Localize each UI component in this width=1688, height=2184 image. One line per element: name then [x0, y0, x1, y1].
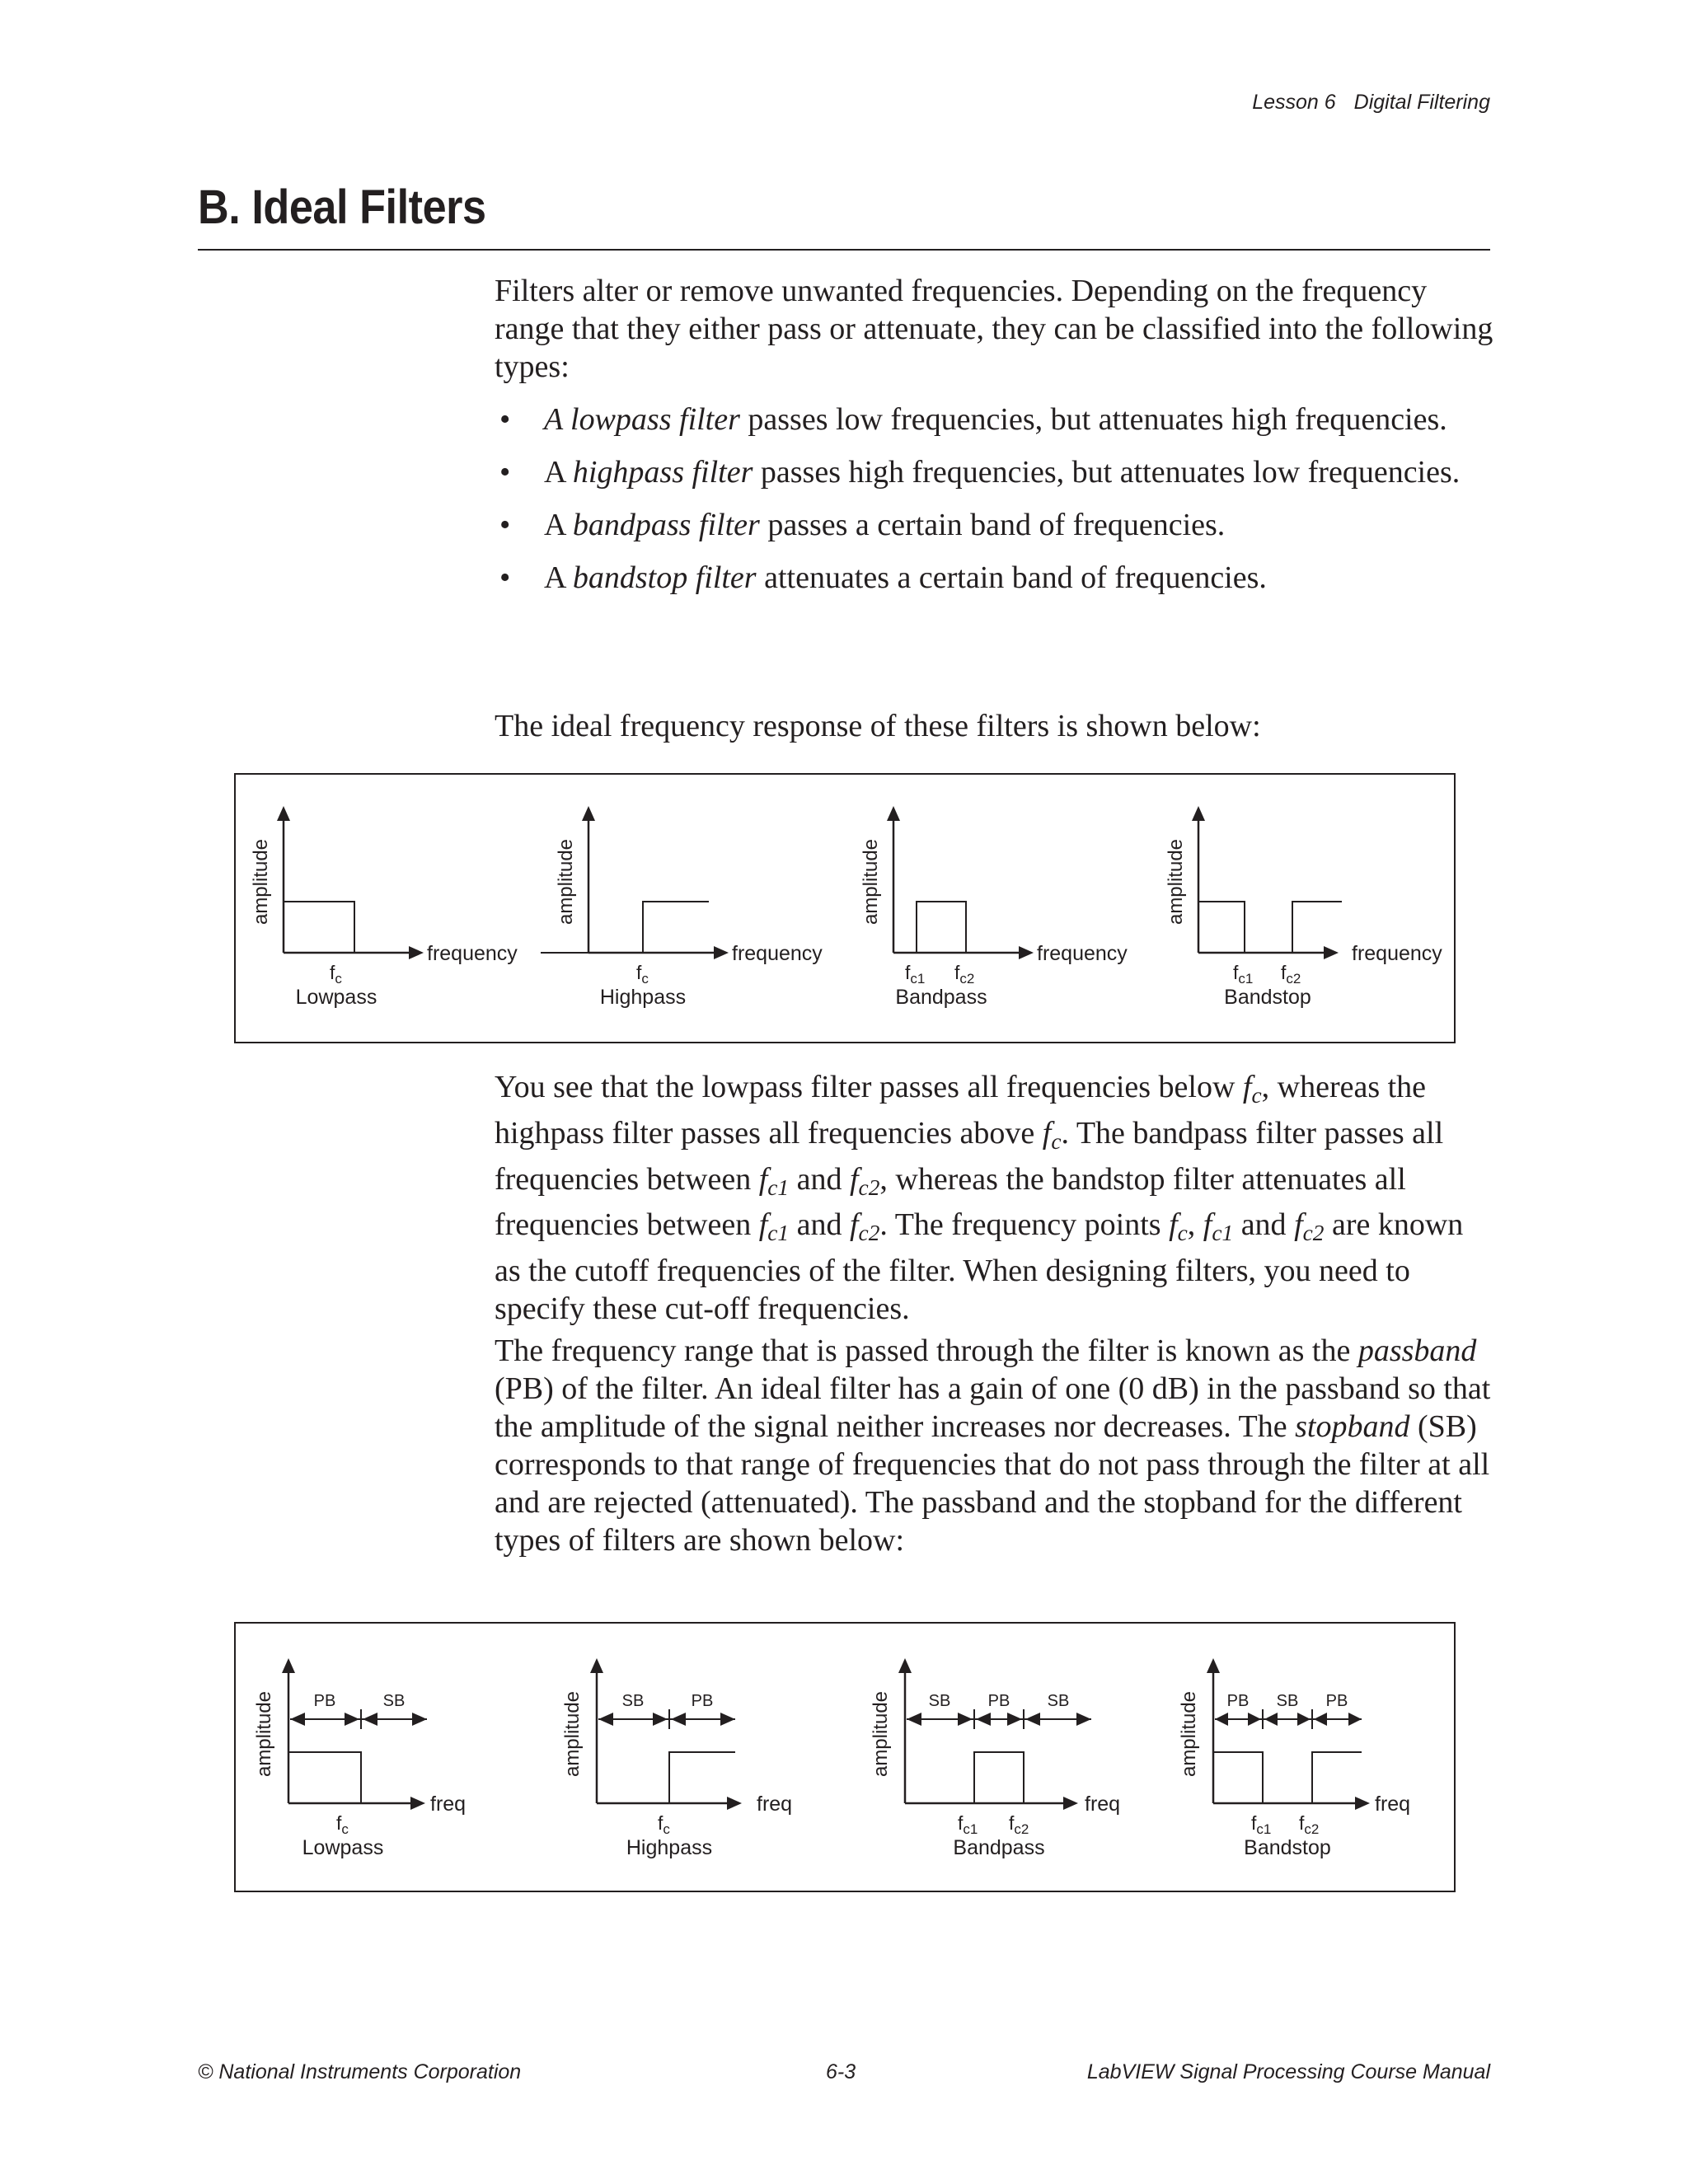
freq-label: freq [430, 1793, 467, 1816]
x-axis-arrow [410, 1797, 425, 1810]
band-label: SB [1276, 1692, 1299, 1710]
cutoff-label-2: $f_{c2}$ [954, 962, 975, 987]
y-axis-arrow [1192, 806, 1205, 821]
y-axis-arrow [590, 1658, 603, 1673]
bandpass-band-panel [870, 1658, 1120, 1859]
freq-label: freq [1375, 1793, 1411, 1816]
highpass-panel [541, 806, 823, 1009]
footer-copyright: © National Instruments Corporation [198, 2060, 522, 2083]
list-item: • A bandstop filter attenuates a certain band of frequencies. [499, 560, 1267, 595]
x-axis-arrow [1063, 1797, 1078, 1810]
bandpass-panel [860, 806, 1128, 1009]
amplitude-label: amplitude [1165, 838, 1187, 926]
cutoff-label-1: $f_{c1}$ [1233, 962, 1254, 987]
footer-manual-title: LabVIEW Signal Processing Course Manual [1086, 2060, 1490, 2083]
header-lesson: Lesson 6 [1252, 91, 1336, 114]
passband-stopband-figure [234, 1622, 1456, 1892]
response-curve [974, 1752, 1024, 1803]
lowpass-panel [250, 806, 518, 1009]
response-curve [917, 902, 966, 953]
x-axis-arrow [727, 1797, 742, 1810]
frequency-label: frequency [1037, 942, 1128, 965]
bullet-term: bandstop filter [572, 560, 757, 595]
passband-text: The frequency range that is passed through the filter is known as the passband (PB) of the filter. An ideal filter has a gain of one (0 dB) in the passband so that the amplitude of the signal neither increases nor decreases. The stopband (SB) corresponds to that range of frequencies that do not pass through the filter at all and are rejected (attenuated). The passband and the stopband for the different types of filters are shown below: [495, 1333, 1491, 1558]
bandstop-band-panel [1178, 1658, 1410, 1859]
bullet-text: passes a certain band of frequencies. [759, 508, 1226, 542]
figure-intro [495, 707, 1496, 745]
band-label: SB [928, 1692, 951, 1710]
y-axis-arrow [582, 806, 595, 821]
cutoff-label-1: $f_{c1}$ [958, 1812, 978, 1837]
figure-intro-text: The ideal frequency response of these filters is shown below: [495, 709, 1261, 743]
band-label: PB [987, 1692, 1010, 1710]
highpass-band-panel [561, 1658, 792, 1859]
response-curve [1198, 902, 1342, 953]
x-axis-arrow [1355, 1797, 1370, 1810]
frequency-label: frequency [732, 942, 823, 965]
band-label: SB [382, 1692, 406, 1710]
footer-page-number: 6-3 [826, 2060, 856, 2083]
bullet-term: A lowpass filter [544, 402, 740, 437]
y-axis-arrow [277, 806, 290, 821]
cutoff-label: $f_c$ [330, 962, 342, 987]
filter-types-list [495, 401, 1496, 612]
cutoff-label-2: $f_{c2}$ [1009, 1812, 1029, 1837]
band-label: PB [1226, 1692, 1250, 1710]
intro-paragraph [495, 272, 1496, 386]
bandstop-panel [1165, 806, 1442, 1009]
x-axis-arrow [714, 946, 729, 959]
list-item: • A lowpass filter passes low frequencies, but attenuates high frequencies. [499, 402, 1447, 437]
y-axis-arrow [898, 1658, 912, 1673]
amplitude-label: amplitude [860, 838, 882, 926]
cutoff-label-1: $f_{c1}$ [905, 962, 926, 987]
amplitude-label: amplitude [250, 838, 272, 926]
panel-caption: Bandstop [1244, 1836, 1331, 1859]
bullet-text: attenuates a certain band of frequencies. [756, 560, 1267, 595]
bullet-term: highpass filter [572, 455, 753, 490]
passband-paragraph [495, 1332, 1496, 1559]
band-label: SB [621, 1692, 645, 1710]
lowpass-band-panel [253, 1658, 466, 1859]
amplitude-label: amplitude [253, 1690, 275, 1778]
freq-label: freq [1085, 1793, 1121, 1816]
freq-label: freq [757, 1793, 793, 1816]
amplitude-label: amplitude [561, 1690, 584, 1778]
response-curve [288, 1752, 361, 1803]
x-axis-arrow [1019, 946, 1034, 959]
section-title: B. Ideal Filters [198, 180, 486, 234]
amplitude-label: amplitude [1178, 1690, 1200, 1778]
ideal-response-figure [234, 773, 1456, 1043]
amplitude-label: amplitude [870, 1690, 892, 1778]
frequency-label: frequency [1352, 942, 1442, 965]
cutoff-label-2: $f_{c2}$ [1281, 962, 1301, 987]
bullet-term: bandpass filter [572, 508, 760, 542]
cutoff-label: $f_c$ [336, 1812, 349, 1837]
panel-caption: Highpass [599, 986, 687, 1009]
cutoff-label: $f_c$ [636, 962, 649, 987]
band-label: PB [691, 1692, 714, 1710]
panel-caption: Highpass [626, 1836, 713, 1859]
band-label: PB [313, 1692, 336, 1710]
bullet-lead: A [544, 560, 573, 595]
panel-caption: Lowpass [302, 1836, 384, 1859]
bullet-lead: A [544, 508, 573, 542]
bullet-lead: A [544, 455, 573, 490]
running-header [1234, 91, 1490, 115]
response-curve [1213, 1752, 1362, 1803]
list-item: • A bandpass filter passes a certain band of frequencies. [499, 508, 1226, 542]
panel-caption: Lowpass [295, 986, 377, 1009]
y-axis-arrow [282, 1658, 295, 1673]
band-label: SB [1047, 1692, 1070, 1710]
x-axis-arrow [1324, 946, 1339, 959]
list-item: • A highpass filter passes high frequencies, but attenuates low frequencies. [499, 455, 1461, 490]
panel-caption: Bandpass [953, 1836, 1045, 1859]
cutoff-paragraph [495, 1068, 1496, 1328]
band-label: PB [1325, 1692, 1348, 1710]
response-curve [669, 1752, 735, 1803]
y-axis-arrow [887, 806, 900, 821]
header-topic: Digital Filtering [1353, 91, 1490, 114]
cutoff-text: You see that the lowpass filter passes all frequencies below $f_c$, whereas the highpass filter passes all frequencies above $f_c$. The bandpass filter passes all frequencies between $f_{c1}$ and $f_{c2}$, whereas the bandstop filter attenuates all frequencies between $f_{c1}$ and $f_{c2}$. The frequency points $f_c$, $f_{c1}$ and $f_{c2}$ are known as the cutoff frequencies of the filter. When designing filters, you need to specify these cut-off frequencies. [495, 1070, 1464, 1327]
intro-text: Filters alter or remove unwanted frequencies. Depending on the frequency range that they either pass or attenuate, they can be classified into the following types: [495, 274, 1493, 384]
x-axis-arrow [409, 946, 424, 959]
cutoff-label-1: $f_{c1}$ [1251, 1812, 1272, 1837]
bullet-text: passes low frequencies, but attenuates high frequencies. [739, 402, 1447, 437]
cutoff-label-2: $f_{c2}$ [1299, 1812, 1320, 1837]
title-rule [198, 249, 1490, 251]
panel-caption: Bandstop [1224, 986, 1311, 1009]
panel-caption: Bandpass [895, 986, 987, 1009]
bullet-text: passes high frequencies, but attenuates low frequencies. [753, 455, 1461, 490]
amplitude-label: amplitude [555, 838, 577, 926]
response-curve [284, 902, 354, 953]
frequency-label: frequency [427, 942, 518, 965]
y-axis-arrow [1207, 1658, 1220, 1673]
cutoff-label: $f_c$ [658, 1812, 670, 1837]
